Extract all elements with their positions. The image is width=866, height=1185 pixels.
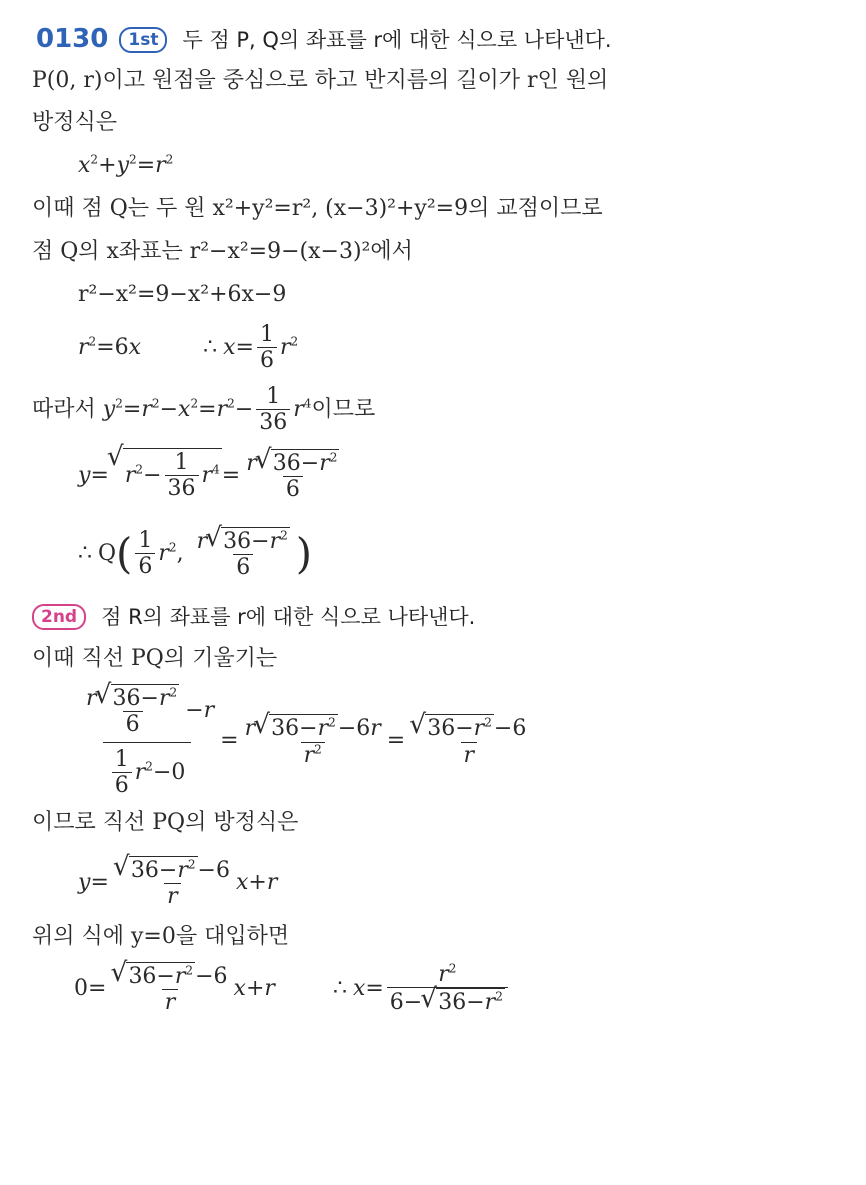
step2-title: 점 R의 좌표를 r에 대한 식으로 나타낸다. [101, 605, 476, 629]
step1-title: 두 점 P, Q의 좌표를 r에 대한 식으로 나타낸다. [182, 28, 612, 52]
step2-line1: 이때 직선 PQ의 기울기는 [32, 646, 278, 671]
y-value: y=√ $r^2-$ $\frac{1}{36}$ $r^4=$ $\frac{r√ 36-r^2}{6}$ [78, 448, 345, 503]
line-pq-equation: y= √ $\frac{36-r^2-6}{r}$ x+r [78, 856, 277, 910]
final-result: 0= √ $\frac{36-r^2-6}{r}$ x+r ∴ x= $\frac{r^2}{6-√ 36-r^2}$ [74, 962, 511, 1016]
step1-line5: 점 Q의 x좌표는 r²−x²=9−(x−3)²에서 [32, 239, 413, 264]
step2-header [32, 604, 475, 630]
step2-line3: 이므로 직선 PQ의 방정식은 [32, 810, 299, 835]
step-badge-2nd: 2nd [32, 604, 86, 630]
step1-line4: 이때 점 Q는 두 원 x²+y²=r², (x−3)²+y²=9의 교점이므로 [32, 196, 603, 221]
circle-equation: $x^2+y^2=r^2$ [78, 152, 174, 178]
slope-computation: $\frac{r√ 36-r^2}{6}$ −r $\frac{1}{6}$ $r^2-0$ = $\frac{r√ 36-r^2-6r}{r^2}$ = √ $\frac{36-r^2-6}{r}$ [74, 684, 532, 798]
step2-line5: 위의 식에 y=0을 대입하면 [32, 924, 290, 949]
step1-line1: P(0, r)이고 원점을 중심으로 하고 반지름의 길이가 r인 원의 [32, 68, 609, 93]
step-badge-1st: 1st [119, 27, 167, 53]
problem-number: 0130 [36, 24, 109, 54]
problem-header [36, 26, 612, 53]
x-result: $r^2=6x$ ∴ x= $\frac{1}{6}$ $r^2$ [78, 322, 299, 374]
step1-line6: r²−x²=9−x²+6x−9 [78, 282, 287, 307]
step1-line2: 방정식은 [32, 110, 118, 135]
y-squared-line: 따라서 $y^2=r^2-x^2=r^2-$ $\frac{1}{36}$ $r^4$이므로 [32, 384, 376, 436]
q-coordinates: ∴ Q( $\frac{1}{6}$ $r^2$, $\frac{r√ 36-r^2}{6}$ ) [78, 527, 312, 581]
